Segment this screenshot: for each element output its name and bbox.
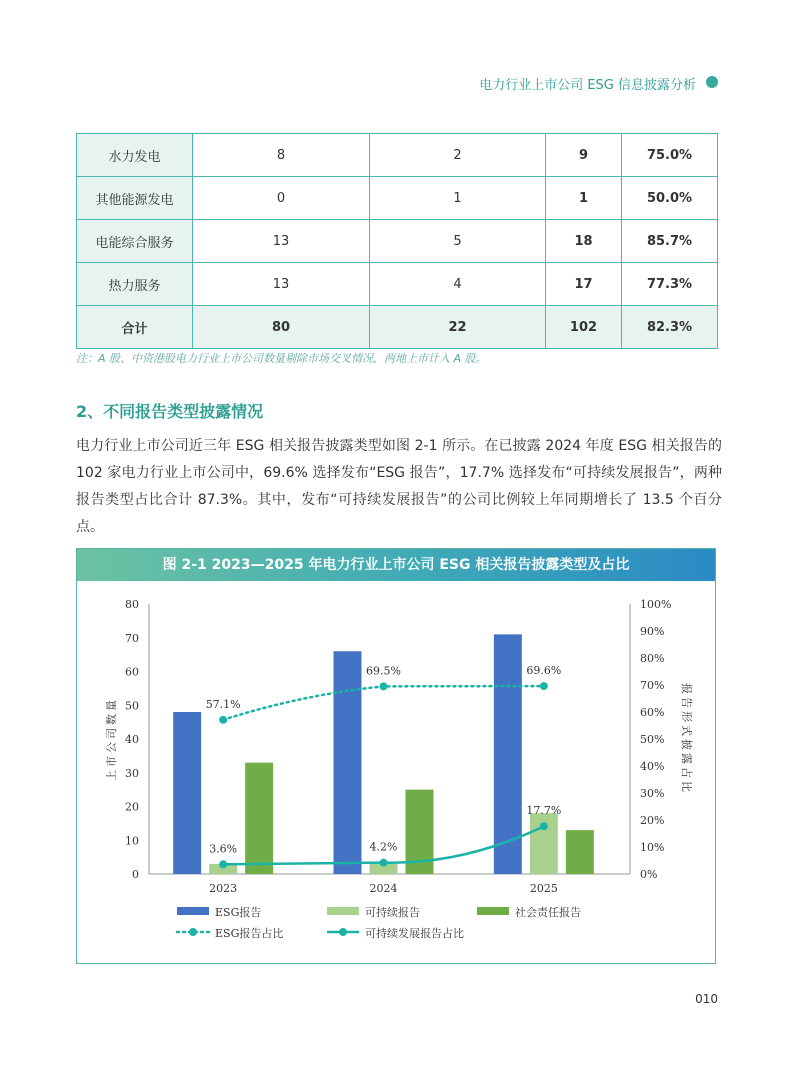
bar-社会责任报告 xyxy=(245,763,273,874)
table-cell: 85.7% xyxy=(622,220,718,263)
y2-tick-label: 70% xyxy=(640,679,665,692)
legend-label: 可持续发展报告占比 xyxy=(365,927,464,940)
table-cell: 0 xyxy=(193,177,370,220)
table-cell: 1 xyxy=(370,177,546,220)
table-cell: 水力发电 xyxy=(77,134,193,177)
x-tick-label: 2023 xyxy=(209,882,238,895)
y2-tick-label: 0% xyxy=(640,868,658,881)
y2-tick-label: 80% xyxy=(640,652,665,665)
y-tick-label: 20 xyxy=(125,800,139,814)
summary-table xyxy=(76,133,718,349)
table-cell: 18 xyxy=(546,220,622,263)
point-可持续发展报告占比 xyxy=(219,860,227,868)
data-label: 4.2% xyxy=(369,840,398,854)
y2-tick-label: 100% xyxy=(640,598,672,611)
chart-title: 图 2-1 2023—2025 年电力行业上市公司 ESG 相关报告披露类型及占比 xyxy=(77,549,715,581)
table-cell: 电能综合服务 xyxy=(77,220,193,263)
point-ESG报告占比 xyxy=(219,716,227,724)
table-cell: 77.3% xyxy=(622,263,718,306)
y-axis-title: 上市公司数量 xyxy=(105,697,118,781)
chart-svg xyxy=(77,581,715,963)
point-可持续发展报告占比 xyxy=(380,859,388,867)
y2-tick-label: 90% xyxy=(640,625,665,638)
table-row xyxy=(77,134,718,177)
table-row xyxy=(77,306,718,349)
data-label: 69.5% xyxy=(366,664,401,678)
y2-tick-label: 60% xyxy=(640,706,665,719)
table-cell: 13 xyxy=(193,263,370,306)
table-cell: 102 xyxy=(546,306,622,349)
y2-tick-label: 10% xyxy=(640,841,665,854)
y-tick-label: 30 xyxy=(125,766,139,780)
table-cell: 13 xyxy=(193,220,370,263)
section-title: 2、不同报告类型披露情况 xyxy=(76,402,264,421)
y2-tick-label: 30% xyxy=(640,787,665,800)
table-cell: 4 xyxy=(370,263,546,306)
legend-swatch xyxy=(327,907,359,915)
table-cell: 2 xyxy=(370,134,546,177)
table-cell: 82.3% xyxy=(622,306,718,349)
table-cell: 17 xyxy=(546,263,622,306)
data-label: 17.7% xyxy=(526,804,562,818)
y2-axis-title: 报告形式披露占比 xyxy=(680,683,693,795)
data-label: 69.6% xyxy=(526,664,562,678)
bar-ESG报告 xyxy=(334,651,362,874)
header-dot-icon xyxy=(706,76,718,88)
y-tick-label: 80 xyxy=(125,598,139,611)
point-ESG报告占比 xyxy=(540,682,548,690)
table-row xyxy=(77,177,718,220)
legend-label: ESG报告 xyxy=(215,906,262,919)
y2-tick-label: 20% xyxy=(640,814,665,827)
table-row xyxy=(77,220,718,263)
body-paragraph: 电力行业上市公司近三年 ESG 相关报告披露类型如图 2-1 所示。在已披露 2024 年度 ESG 相关报告的 102 家电力行业上市公司中，69.6% 选择发布“ESG 报告”，17.7% 选择发布“可持续发展报告”，两种报告类型占比合计 87.3%。其中，发布“可持续发展报告”的公司比例较上年同期增长了 13.5 个百分点。 xyxy=(76,438,722,535)
chart-container xyxy=(76,548,716,964)
x-tick-label: 2025 xyxy=(529,882,558,895)
legend-marker xyxy=(339,928,347,936)
y-tick-label: 60 xyxy=(125,665,139,679)
y-tick-label: 40 xyxy=(125,733,139,746)
y-tick-label: 50 xyxy=(125,699,139,713)
y2-tick-label: 50% xyxy=(640,733,665,746)
y-tick-label: 0 xyxy=(132,868,139,881)
bar-社会责任报告 xyxy=(566,830,594,874)
y2-tick-label: 40% xyxy=(640,760,665,773)
legend-swatch xyxy=(477,907,509,915)
table-cell: 其他能源发电 xyxy=(77,177,193,220)
table-cell: 9 xyxy=(546,134,622,177)
table-cell: 热力服务 xyxy=(77,263,193,306)
table-note: 注：A 股、中资港股电力行业上市公司数量剔除市场交叉情况，两地上市计入 A 股。 xyxy=(76,352,487,365)
legend-marker xyxy=(189,928,197,936)
table-cell: 22 xyxy=(370,306,546,349)
table-cell: 8 xyxy=(193,134,370,177)
legend-label: 可持续报告 xyxy=(365,906,420,919)
legend-swatch xyxy=(177,907,209,915)
table-cell: 1 xyxy=(546,177,622,220)
bar-ESG报告 xyxy=(173,712,201,874)
page-number: 010 xyxy=(695,992,718,1006)
point-可持续发展报告占比 xyxy=(540,822,548,830)
legend-label: 社会责任报告 xyxy=(515,906,581,919)
table-cell: 合计 xyxy=(77,306,193,349)
y-tick-label: 70 xyxy=(125,631,139,645)
data-label: 57.1% xyxy=(205,697,241,711)
table-cell: 75.0% xyxy=(622,134,718,177)
y-tick-label: 10 xyxy=(125,834,139,848)
data-label: 3.6% xyxy=(209,842,238,856)
table-cell: 80 xyxy=(193,306,370,349)
table-row xyxy=(77,263,718,306)
table-cell: 5 xyxy=(370,220,546,263)
header-title: 电力行业上市公司 ESG 信息披露分析 xyxy=(479,78,696,93)
x-tick-label: 2024 xyxy=(369,882,398,895)
table-cell: 50.0% xyxy=(622,177,718,220)
point-ESG报告占比 xyxy=(380,682,388,690)
legend-label: ESG报告占比 xyxy=(215,927,284,940)
